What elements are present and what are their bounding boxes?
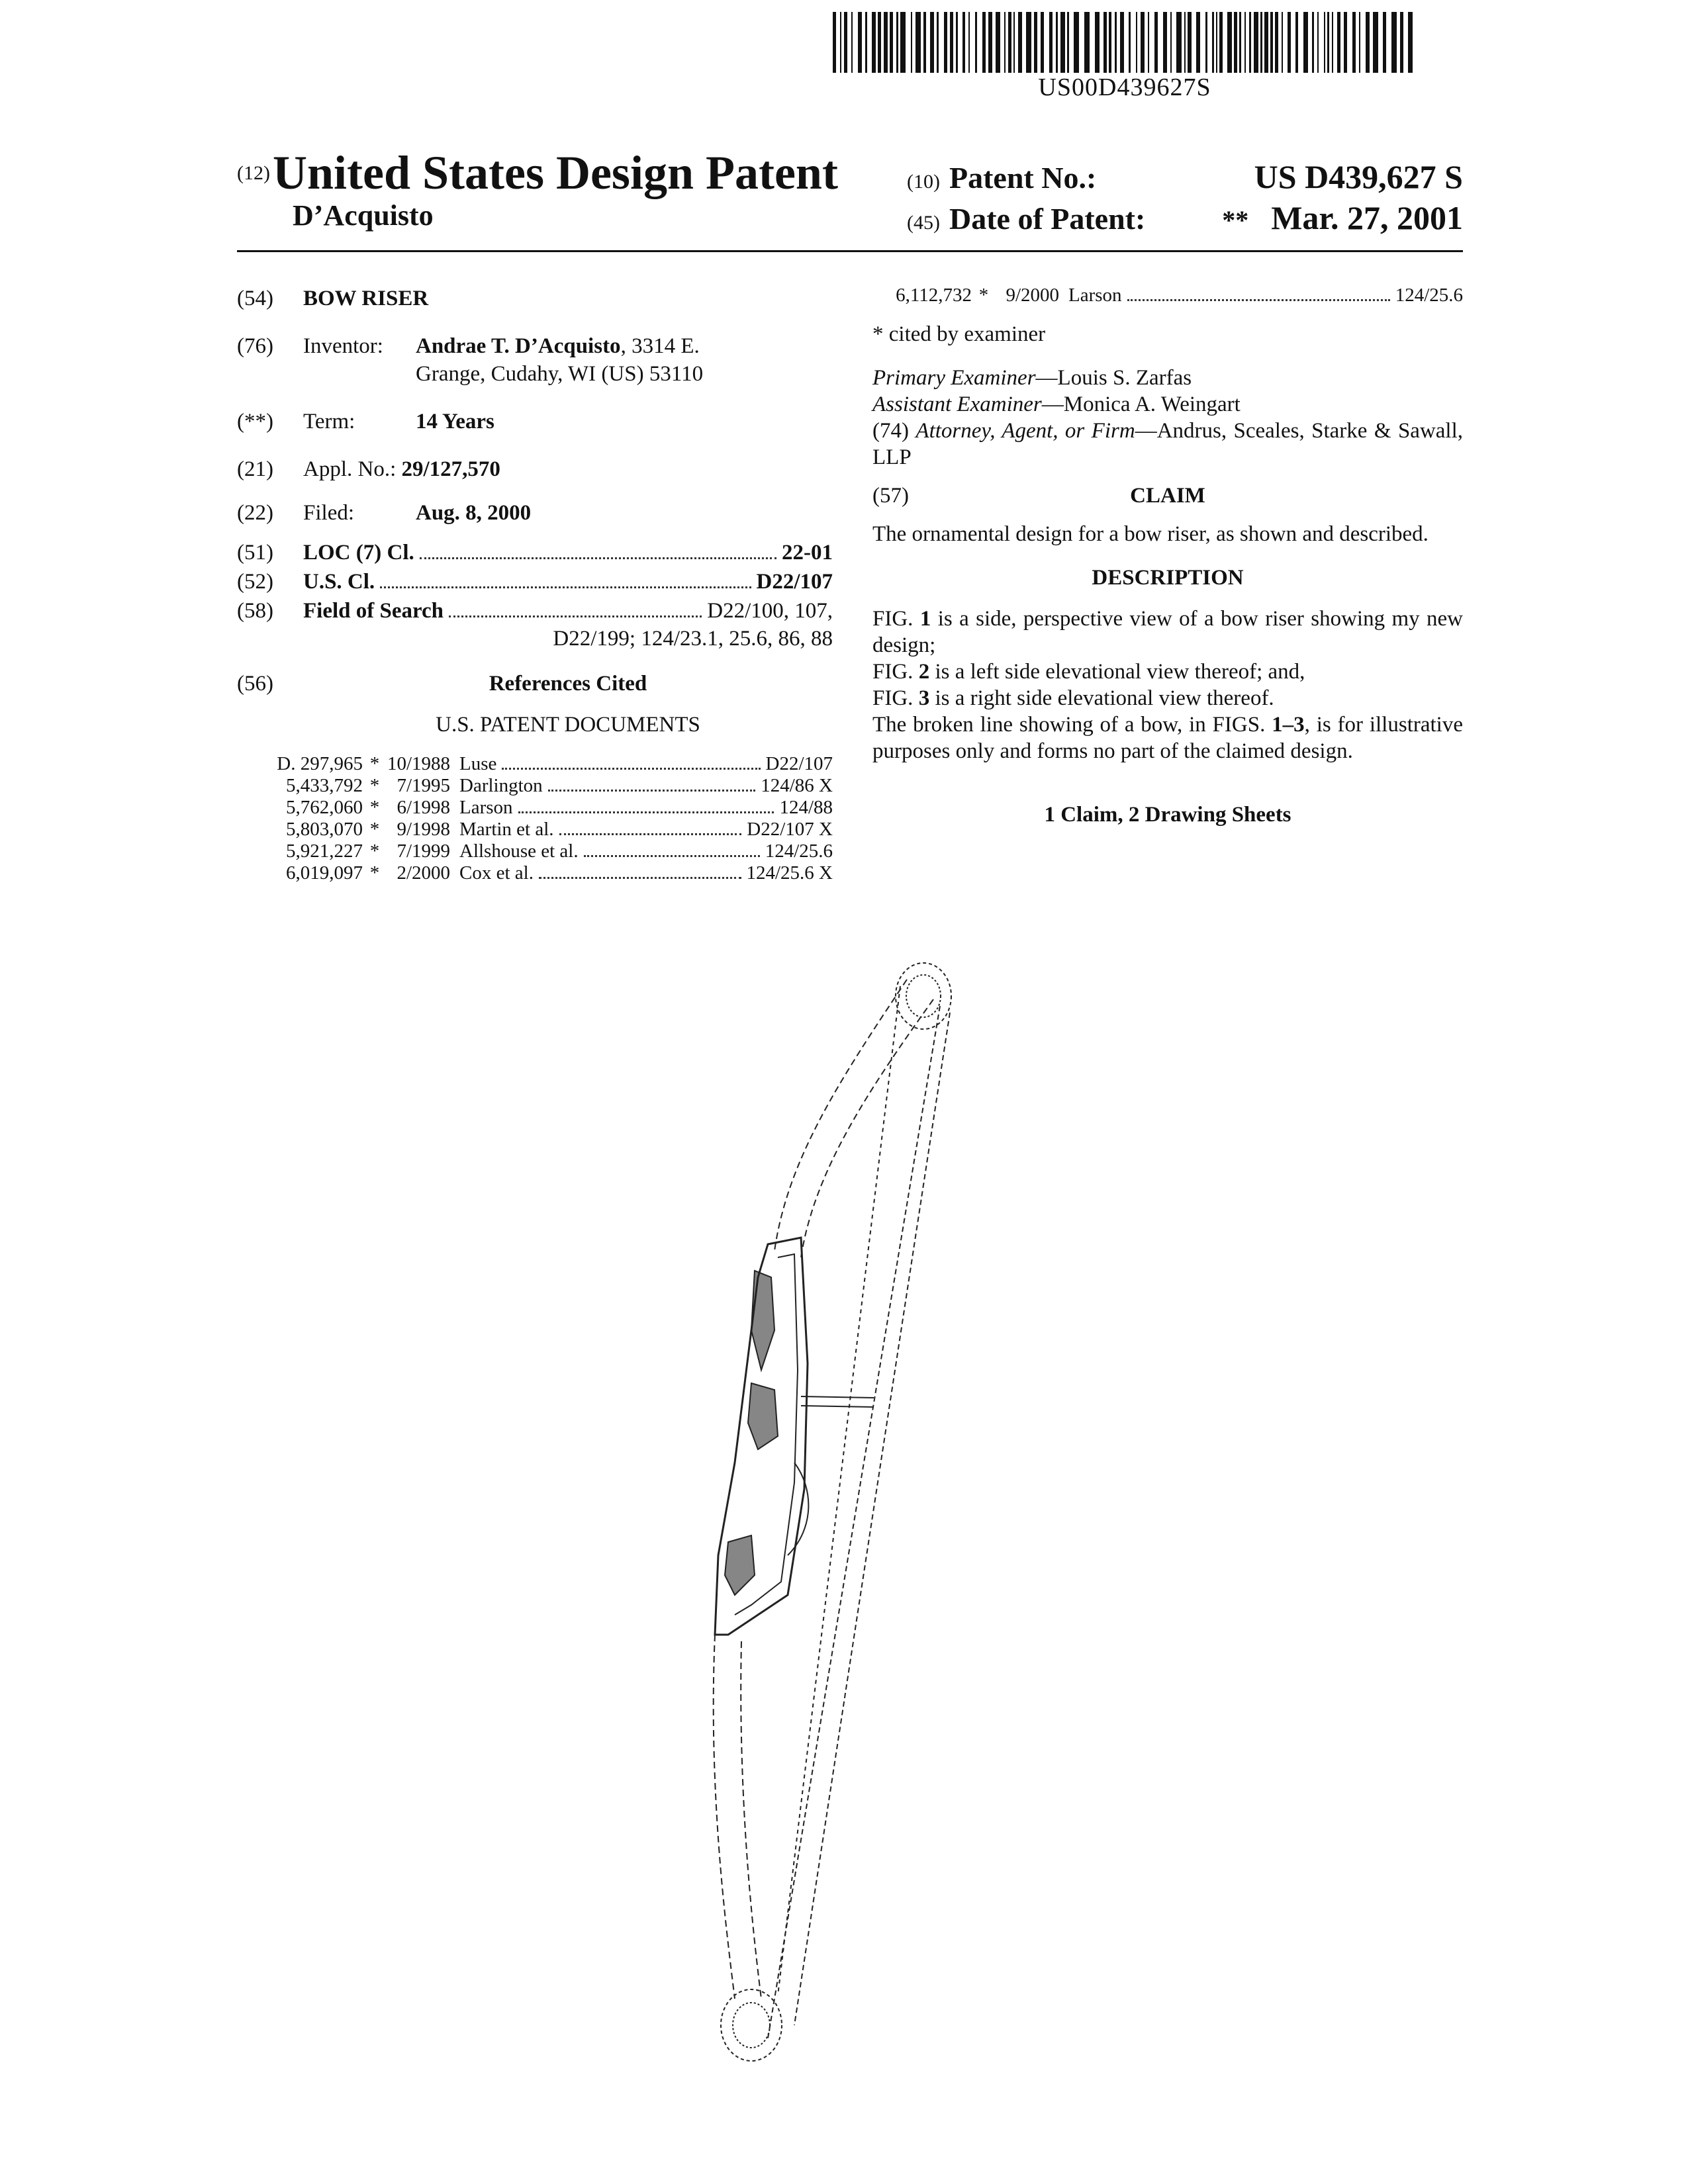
uscl-value: D22/107	[756, 570, 833, 594]
assistant-examiner: Assistant Examiner—Monica A. Weingart	[872, 392, 1241, 416]
reference-row	[263, 862, 833, 884]
reference-cls: 124/86 X	[761, 775, 833, 796]
date-stars: **	[1222, 205, 1249, 235]
reference-cls: D22/107 X	[747, 819, 833, 840]
reference-row	[263, 753, 833, 775]
patent-no-label: Patent No.:	[949, 161, 1097, 195]
title-field: (54) BOW RISER	[237, 285, 833, 312]
reference-star: *	[369, 841, 380, 862]
bow-riser-drawing-icon	[688, 960, 1006, 2085]
reference-date: 7/1999	[397, 841, 450, 862]
reference-cls: 124/25.6 X	[746, 862, 833, 884]
reference-star: *	[369, 775, 380, 796]
broken-line-note: The broken line showing of a bow, in FIGS. 1–3, is for illustrative purposes only and forms no part of the claimed design.	[872, 713, 1463, 763]
term-field: (**) Term: 14 Years	[237, 410, 494, 433]
primary-examiner: Primary Examiner—Louis S. Zarfas	[872, 366, 1192, 390]
reference-num: 5,921,227	[286, 841, 363, 862]
description-heading: DESCRIPTION	[1092, 566, 1244, 590]
term-value: 14 Years	[416, 410, 494, 433]
reference-row	[263, 797, 833, 819]
reference-name: Darlington	[459, 775, 543, 796]
reference-name: Cox et al.	[459, 862, 534, 884]
reference-num: 5,433,792	[286, 775, 363, 796]
patent-number-row	[907, 158, 1463, 199]
reference-row	[263, 775, 833, 797]
reference-cls: D22/107	[765, 753, 833, 774]
reference-row: 6,112,732 * 9/2000 Larson 124/25.6	[896, 285, 1463, 306]
date-code: (45)	[907, 212, 940, 234]
references-subtitle: U.S. PATENT DOCUMENTS	[436, 713, 700, 737]
date-label: Date of Patent:	[949, 202, 1146, 236]
inventor-address: Grange, Cudahy, WI (US) 53110	[416, 362, 704, 386]
patent-date-row	[907, 199, 1463, 240]
reference-date: 7/1995	[397, 775, 450, 796]
fig2-description: FIG. 2 is a left side elevational view thereof; and,	[872, 660, 1305, 684]
reference-num: 5,762,060	[286, 797, 363, 818]
claim-text: The ornamental design for a bow riser, as shown and described.	[872, 522, 1429, 546]
patent-number: US D439,627 S	[1254, 158, 1463, 195]
reference-num: 5,803,070	[286, 819, 363, 840]
reference-star: *	[369, 819, 380, 840]
fig1-description: FIG. 1 is a side, perspective view of a bow riser showing my new design;	[872, 607, 1463, 657]
reference-cls: 124/88	[779, 797, 833, 818]
inventor-name: Andrae T. D’Acquisto	[416, 334, 621, 358]
header-divider	[237, 250, 1463, 252]
references-heading: (56) References Cited	[237, 672, 647, 696]
reference-name: Allshouse et al.	[459, 841, 579, 862]
filed-field: (22) Filed: Aug. 8, 2000	[237, 501, 532, 525]
reference-star: *	[369, 797, 380, 818]
left-column	[237, 285, 833, 884]
cited-note: * cited by examiner	[872, 322, 1046, 346]
reference-date: 2/2000	[397, 862, 450, 884]
attorney: (74) Attorney, Agent, or Firm—Andrus, Sceales, Starke & Sawall, LLP	[872, 419, 1464, 469]
reference-date: 6/1998	[397, 797, 450, 818]
reference-name: Luse	[459, 753, 497, 774]
uscl-field: (52) U.S. Cl. D22/107	[237, 568, 833, 596]
reference-star: *	[369, 862, 380, 884]
patent-date: Mar. 27, 2001	[1271, 199, 1463, 236]
reference-row	[263, 841, 833, 862]
barcode-number: US00D439627S	[1038, 73, 1211, 101]
loc-value: 22-01	[782, 541, 833, 565]
reference-cls: 124/25.6	[765, 841, 833, 862]
claim-heading: (57) CLAIM	[872, 484, 1205, 508]
references-list	[237, 753, 833, 884]
inventor-field: (76) Inventor: Andrae T. D’Acquisto, 3314 E. Grange, Cudahy, WI (US) 53110	[237, 334, 704, 386]
reference-name: Martin et al.	[459, 819, 554, 840]
kind-code: (12)	[237, 162, 270, 184]
claims-summary: 1 Claim, 2 Drawing Sheets	[1044, 803, 1291, 827]
header-title-block	[237, 146, 838, 201]
invention-title: BOW RISER	[303, 287, 429, 310]
reference-name: Larson	[459, 797, 513, 818]
appl-number: 29/127,570	[401, 457, 500, 481]
reference-date: 10/1988	[387, 753, 450, 774]
header-inventor: D’Acquisto	[293, 199, 434, 232]
fig3-description: FIG. 3 is a right side elevational view thereof.	[872, 686, 1274, 710]
field-of-search: (58) Field of Search D22/100, 107, D22/199; 124/23.1, 25.6, 86, 88	[237, 599, 833, 651]
loc-field: (51) LOC (7) Cl. 22-01	[237, 539, 833, 567]
patent-no-code: (10)	[907, 171, 940, 193]
reference-num: D. 297,965	[277, 753, 363, 774]
filed-date: Aug. 8, 2000	[416, 501, 532, 525]
reference-num: 6,019,097	[286, 862, 363, 884]
reference-row	[263, 819, 833, 841]
right-column	[872, 285, 1463, 828]
header-meta	[907, 158, 1463, 240]
barcode	[833, 12, 1417, 73]
appl-field: (21) Appl. No.: 29/127,570	[237, 457, 500, 481]
reference-date: 9/1998	[397, 819, 450, 840]
reference-star: *	[369, 753, 380, 774]
document-title: United States Design Patent	[272, 146, 838, 199]
